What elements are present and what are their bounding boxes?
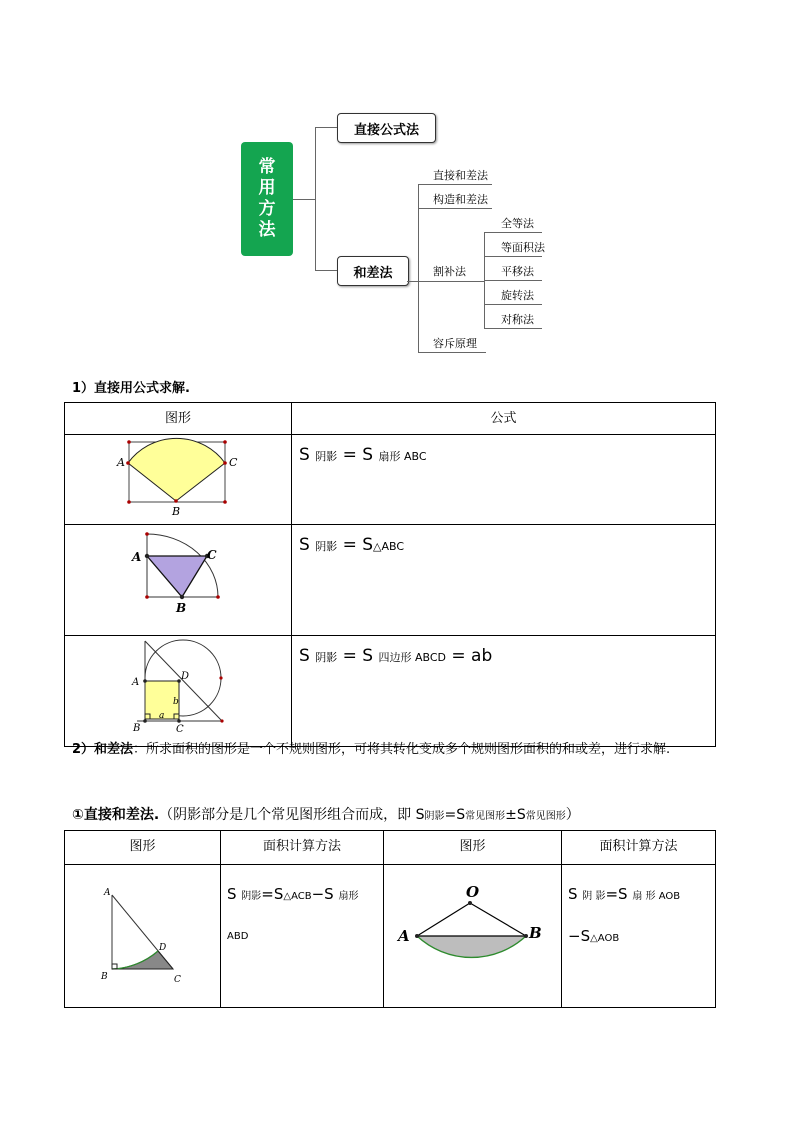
section1-heading: 1）直接用公式求解. (72, 381, 190, 396)
point-label: B (176, 601, 187, 615)
point-label: D (159, 943, 167, 953)
col-header-figure: 图形 (65, 403, 292, 435)
point-label: A (104, 888, 111, 898)
sum-difference-table (64, 830, 716, 1008)
connector (293, 199, 315, 200)
formula-triangle: S 阴影 = S△ABC (299, 535, 405, 555)
point-label: A (117, 456, 125, 469)
formula-method-1-cont: ABD (227, 931, 249, 942)
branch-label: 直接公式法 (353, 122, 419, 138)
col-header-figure: 图形 (65, 831, 221, 865)
formula-cell (292, 525, 716, 636)
mindmap-subleaf: 对称法 (501, 313, 534, 326)
col-header-method: 面积计算方法 (221, 831, 384, 865)
point-label: B (133, 723, 141, 734)
segment-figure (384, 865, 561, 1003)
point-label: a (159, 711, 165, 721)
mindmap-subleaf: 旋转法 (501, 289, 534, 302)
square-circle-figure (65, 636, 291, 742)
triangle-sector-figure (65, 865, 220, 1003)
mindmap-leaf: 构造和差法 (433, 193, 488, 206)
connector (418, 184, 419, 352)
mindmap-subleaf: 等面积法 (501, 241, 545, 254)
figure-cell (65, 636, 292, 747)
mindmap-branch-direct (337, 113, 436, 143)
connector (474, 281, 484, 282)
section2-subheading: ①直接和差法.（阴影部分是几个常见图形组合而成，即 S阴影=S常见图形±S常见图形） (72, 807, 580, 823)
connector (418, 208, 492, 209)
point-label: C (229, 456, 238, 469)
section2-paragraph: 2）和差法：所求面积的图形是一个不规则图形，可将其转化变成多个规则图形面积的和或差，进行求解. (72, 742, 671, 757)
figure-cell (65, 865, 221, 1008)
connector (484, 304, 542, 305)
triangle-in-quarter-circle-figure (65, 525, 291, 631)
point-label: O (466, 883, 480, 901)
method-cell (562, 865, 716, 1008)
formula-table (64, 402, 716, 747)
mindmap-root-char-4: 法 (258, 220, 276, 240)
mindmap-subleaf: 平移法 (501, 265, 534, 278)
mindmap-root-char-2: 用 (258, 178, 276, 198)
formula-method-2-cont: −S△AOB (568, 927, 620, 945)
point-label: A (132, 677, 140, 688)
formula-sector: S 阴影 = S 扇形 ABC (299, 445, 427, 465)
mindmap-root-char-1: 常 (258, 157, 276, 177)
connector (315, 270, 337, 271)
formula-method-1: S 阴影=S△ACB−S 扇形 (227, 885, 359, 903)
point-label: C (174, 975, 181, 985)
formula-cell (292, 435, 716, 525)
connector (484, 232, 542, 233)
figure-cell (65, 525, 292, 636)
connector (315, 127, 316, 270)
mindmap-subleaf: 全等法 (501, 217, 534, 230)
figure-cell (384, 865, 562, 1008)
connector (418, 281, 474, 282)
figure-cell (65, 435, 292, 525)
point-label: C (176, 724, 184, 735)
mindmap-leaf: 直接和差法 (433, 169, 488, 182)
connector (418, 184, 492, 185)
point-label: A (398, 927, 410, 945)
connector (407, 281, 418, 282)
point-label: D (181, 671, 190, 682)
point-label: B (172, 505, 181, 518)
col-header-method: 面积计算方法 (562, 831, 716, 865)
formula-method-2: S 阴 影=S 扇 形 AOB (568, 885, 681, 903)
point-label: A (132, 550, 142, 564)
col-header-formula: 公式 (292, 403, 716, 435)
point-label: B (529, 924, 542, 942)
col-header-figure: 图形 (384, 831, 562, 865)
connector (484, 328, 542, 329)
mindmap-root-char-3: 方 (258, 199, 276, 219)
method-cell (221, 865, 384, 1008)
connector (315, 127, 337, 128)
point-label: b (173, 697, 179, 707)
mindmap-root (241, 142, 293, 256)
branch-label: 和差法 (353, 265, 393, 281)
formula-cell (292, 636, 716, 747)
point-label: B (101, 972, 108, 982)
connector (484, 256, 542, 257)
point-label: C (207, 548, 217, 562)
mindmap-leaf: 容斥原理 (433, 337, 477, 350)
connector (418, 352, 486, 353)
sector-figure (65, 435, 291, 520)
mindmap-branch-sumdiff (337, 256, 409, 286)
formula-quadrilateral: S 阴影 = S 四边形 ABCD = ab (299, 646, 493, 666)
connector (484, 280, 542, 281)
mindmap-leaf: 割补法 (433, 265, 466, 278)
